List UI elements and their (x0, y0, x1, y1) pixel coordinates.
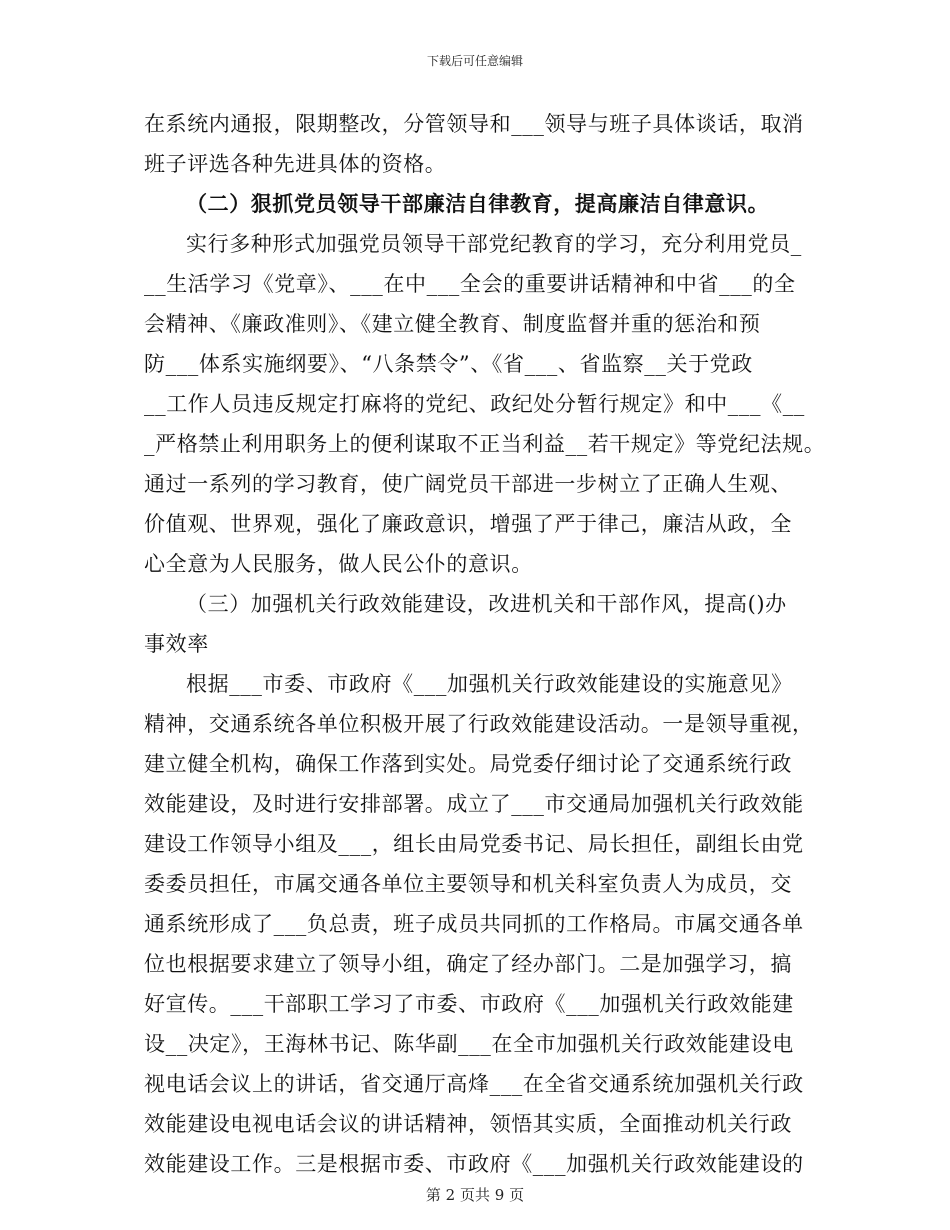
text-line: 设__决定》，王海林书记、陈华副___在全市加强机关行政效能建设电 (144, 1032, 794, 1056)
section-heading-2: （二）狠抓党员领导干部廉洁自律教育，提高廉洁自律意识。 (186, 191, 770, 216)
text-line: 在系统内通报，限期整改，分管领导和___领导与班子具体谈话，取消 (144, 112, 804, 136)
text-line: _严格禁止利用职务上的便利谋取不正当利益__若干规定》等党纪法规。 (144, 432, 826, 456)
text-line: 通过一系列的学习教育，使广阔党员干部进一步树立了正确人生观、 (144, 472, 792, 496)
text-line: 心全意为人民服务，做人民公仆的意识。 (144, 552, 533, 576)
text-line: 精神，交通系统各单位积极开展了行政效能建设活动。一是领导重视， (144, 712, 814, 736)
text-line: 班子评选各种先进具体的资格。 (144, 152, 447, 176)
text-line: 效能建设，及时进行安排部署。成立了___市交通局加强机关行政效能 (144, 792, 804, 816)
text-line: __工作人员违反规定打麻将的党纪、政纪处分暂行规定》和中___《__ (144, 392, 805, 416)
page-number: 第 2 页共 9 页 (425, 1186, 525, 1204)
text-line: 价值观、世界观，强化了廉政意识，增强了严于律己，廉洁从政，全 (144, 512, 792, 536)
text-line: 建设工作领导小组及___，组长由局党委书记、局长担任，副组长由党 (144, 832, 804, 856)
text-line: 位也根据要求建立了领导小组，确定了经办部门。二是加强学习，搞 (144, 952, 792, 976)
text-line: 会精神、《廉政准则》、《建立健全教育、制度监督并重的惩治和预 (144, 312, 761, 336)
text-line: 效能建设电视电话会议的讲话精神，领悟其实质，全面推动机关行政 (144, 1112, 792, 1136)
text-line: 事效率 (144, 632, 209, 656)
text-line: 视电话会议上的讲话，省交通厅高烽___在全省交通系统加强机关行政 (144, 1072, 804, 1096)
text-line: __生活学习《党章》、___在中___全会的重要讲话精神和中省___的全 (144, 272, 796, 296)
text-line: 效能建设工作。三是根据市委、市政府《___加强机关行政效能建设的 (144, 1152, 804, 1176)
document-body (144, 104, 824, 1184)
section-heading-3: （三）加强机关行政效能建设，改进机关和干部作风，提高()办 (186, 592, 787, 616)
text-line: 通系统形成了___负总责，班子成员共同抓的工作格局。市属交通各单 (144, 912, 804, 936)
text-line: 根据___市委、市政府《___加强机关行政效能建设的实施意见》 (186, 672, 793, 696)
page-header: 下载后可任意编辑 (426, 54, 523, 68)
text-line: 防___体系实施纲要》、“八条禁令”、《省___、省监察__关于党政 (144, 352, 753, 376)
text-line: 实行多种形式加强党员领导干部党纪教育的学习，充分利用党员_ (186, 232, 802, 256)
text-line: 委委员担任，市属交通各单位主要领导和机关科室负责人为成员，交 (144, 872, 792, 896)
text-line: 好宣传。___干部职工学习了市委、市政府《___加强机关行政效能建 (144, 992, 794, 1016)
text-line: 建立健全机构，确保工作落到实处。局党委仔细讨论了交通系统行政 (144, 752, 792, 776)
